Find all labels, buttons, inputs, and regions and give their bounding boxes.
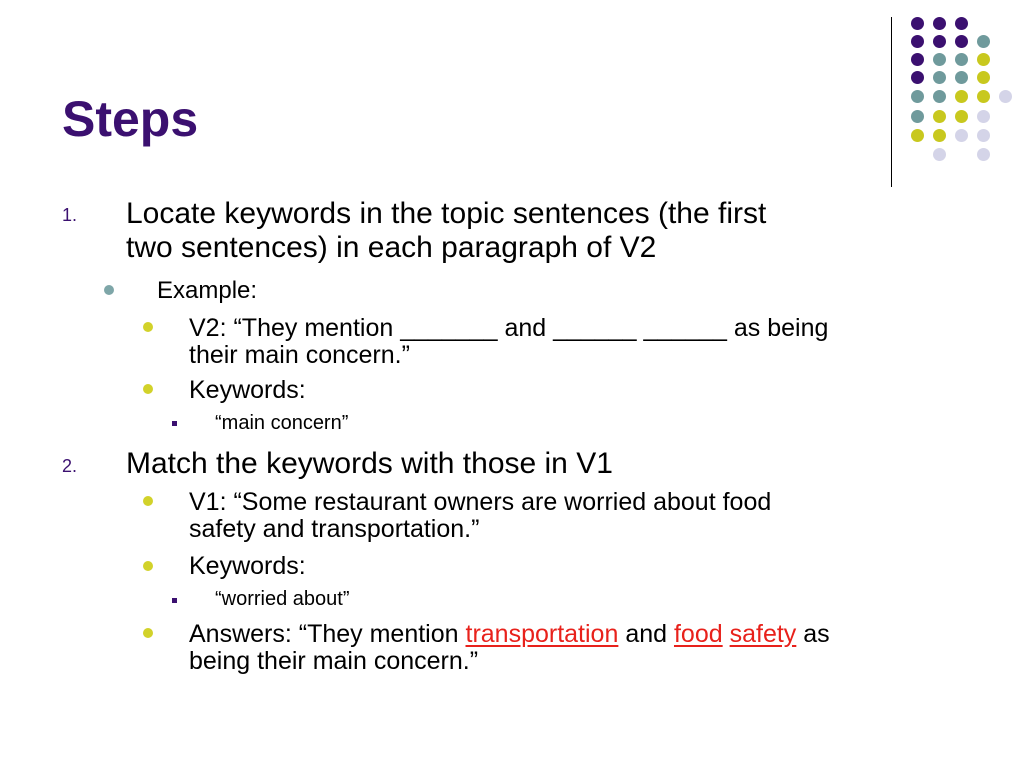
dot xyxy=(933,110,946,123)
step-number: 1. xyxy=(62,205,78,225)
dot xyxy=(933,90,946,103)
bullet-icon xyxy=(143,322,153,332)
dot xyxy=(911,53,924,66)
dot xyxy=(911,17,924,30)
slide-title: Steps xyxy=(62,91,199,147)
answer-connector: and xyxy=(618,620,674,648)
dot xyxy=(955,17,968,30)
dot xyxy=(955,90,968,103)
dot xyxy=(977,35,990,48)
v2-sentence-line: their main concern.” xyxy=(189,341,410,369)
dot xyxy=(977,129,990,142)
bullet-icon xyxy=(143,496,153,506)
dot xyxy=(955,110,968,123)
step-text-line: Match the keywords with those in V1 xyxy=(126,447,613,480)
step-number: 2. xyxy=(62,456,78,476)
keyword-text: “main concern” xyxy=(215,412,349,434)
step-text-line: two sentences) in each paragraph of V2 xyxy=(126,231,657,264)
answer-word: transportation xyxy=(465,620,619,648)
keywords-label: Keywords: xyxy=(189,376,306,404)
dot xyxy=(911,35,924,48)
dot xyxy=(977,148,990,161)
dot xyxy=(933,71,946,84)
answer-connector xyxy=(723,620,730,648)
bullet-icon xyxy=(143,628,153,638)
dot xyxy=(933,17,946,30)
keyword-text: “worried about” xyxy=(215,588,350,610)
v1-sentence-line: safety and transportation.” xyxy=(189,515,480,543)
bullet-icon xyxy=(143,561,153,571)
answer-suffix: as xyxy=(796,620,830,648)
square-bullet-icon xyxy=(172,598,177,603)
keywords-label: Keywords: xyxy=(189,552,306,580)
dot xyxy=(911,90,924,103)
dot xyxy=(955,71,968,84)
v2-sentence-line: V2: “They mention _______ and ______ ______ as being xyxy=(189,314,829,342)
dot xyxy=(977,71,990,84)
dot xyxy=(911,129,924,142)
answer-prefix: Answers: “They mention xyxy=(189,620,466,648)
dot xyxy=(955,35,968,48)
divider-line xyxy=(891,17,892,187)
dot xyxy=(933,148,946,161)
dot xyxy=(933,53,946,66)
dot xyxy=(977,53,990,66)
step-text-line: Locate keywords in the topic sentences (the first xyxy=(126,197,767,230)
dot xyxy=(933,35,946,48)
answer-line: being their main concern.” xyxy=(189,647,479,675)
answer-line xyxy=(189,620,830,648)
dot xyxy=(911,110,924,123)
dot xyxy=(911,71,924,84)
dot xyxy=(977,110,990,123)
v1-sentence-line: V1: “Some restaurant owners are worried about food xyxy=(189,488,772,516)
dot xyxy=(955,129,968,142)
answer-word: safety xyxy=(729,620,797,648)
bullet-icon xyxy=(143,384,153,394)
square-bullet-icon xyxy=(172,421,177,426)
dot xyxy=(933,129,946,142)
dot xyxy=(977,90,990,103)
dot xyxy=(999,90,1012,103)
answer-word: food xyxy=(673,620,723,648)
bullet-icon xyxy=(104,285,114,295)
dot xyxy=(955,53,968,66)
example-label: Example: xyxy=(157,277,258,304)
